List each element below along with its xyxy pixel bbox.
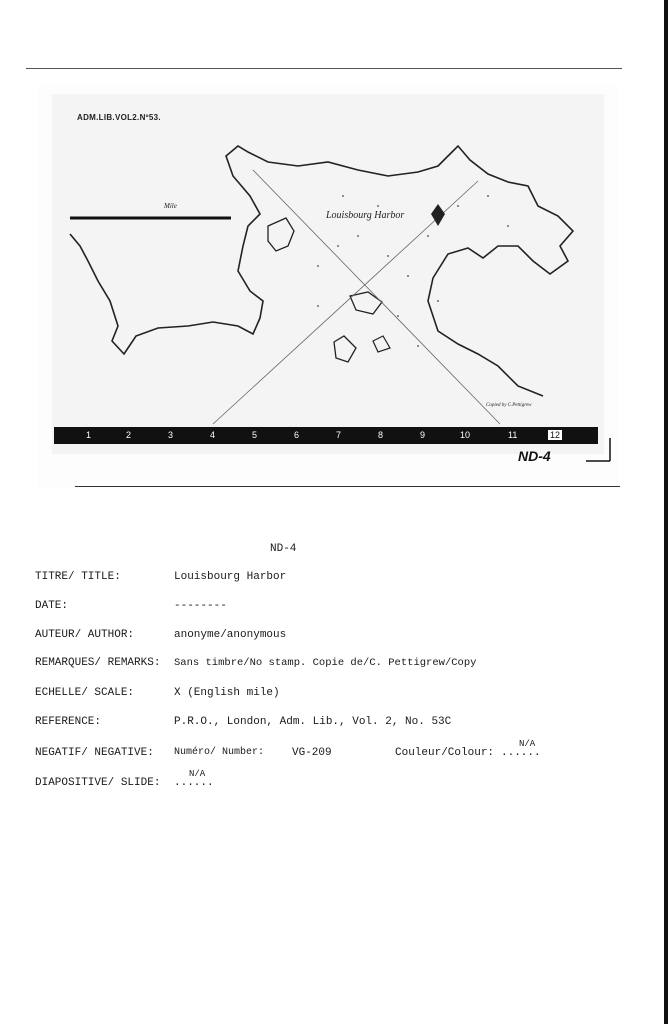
- map-paper: [52, 94, 604, 454]
- reference-value: P.R.O., London, Adm. Lib., Vol. 2, No. 53C: [174, 716, 452, 728]
- colour-value: N/A: [519, 739, 536, 749]
- ruler-number: 3: [168, 430, 174, 440]
- remarks-value: Sans timbre/No stamp. Copie de/C. Pettigrew/Copy: [174, 657, 477, 669]
- negative-number-label: Numéro/ Number:: [174, 747, 265, 758]
- map-photograph: [38, 86, 618, 488]
- slide-label: DIAPOSITIVE/ SLIDE:: [35, 777, 161, 789]
- ruler-number: 8: [378, 430, 384, 440]
- negative-number-value: VG-209: [292, 747, 332, 759]
- archive-label: ADM.LIB.VOL2.Nº53.: [77, 113, 161, 122]
- ruler-number: 12: [550, 430, 561, 440]
- remarks-label: REMARQUES/ REMARKS:: [35, 657, 161, 669]
- record-id: ND-4: [270, 543, 297, 555]
- ruler-number: 6: [294, 430, 300, 440]
- ruler-number: 4: [210, 430, 216, 440]
- page-edge: [664, 0, 668, 1024]
- negative-row: [35, 739, 555, 763]
- date-value: --------: [174, 600, 227, 612]
- slide-value: N/A: [189, 769, 206, 779]
- negative-label: NEGATIF/ NEGATIVE:: [35, 747, 154, 759]
- ruler-number: 1: [86, 430, 92, 440]
- scale-label-field: ECHELLE/ SCALE:: [35, 687, 135, 699]
- scale-value: X (English mile): [174, 687, 280, 699]
- scale-label: Mile: [164, 202, 177, 210]
- bottom-rule: [75, 486, 620, 487]
- ruler-number: 7: [336, 430, 342, 440]
- ruler-number: 9: [420, 430, 426, 440]
- title-value: Louisbourg Harbor: [174, 571, 287, 583]
- measuring-ruler: [54, 427, 598, 444]
- copy-note: Copied by C.Pettigrew: [486, 403, 532, 408]
- author-value: anonyme/anonymous: [174, 629, 287, 641]
- colour-dots: ......: [501, 747, 541, 759]
- date-label: DATE:: [35, 600, 69, 612]
- colour-label: Couleur/Colour:: [395, 747, 495, 759]
- top-rule: [26, 68, 622, 69]
- ruler-number: 10: [460, 430, 471, 440]
- ruler-number: 5: [252, 430, 258, 440]
- ruler-number: 2: [126, 430, 132, 440]
- plate-code: ND-4: [518, 448, 551, 464]
- ruler-number: 11: [508, 430, 518, 440]
- harbor-label: Louisbourg Harbor: [326, 210, 405, 221]
- reference-label: REFERENCE:: [35, 716, 102, 728]
- author-label: AUTEUR/ AUTHOR:: [35, 629, 135, 641]
- slide-dots: ......: [174, 777, 214, 789]
- title-label: TITRE/ TITLE:: [35, 571, 121, 583]
